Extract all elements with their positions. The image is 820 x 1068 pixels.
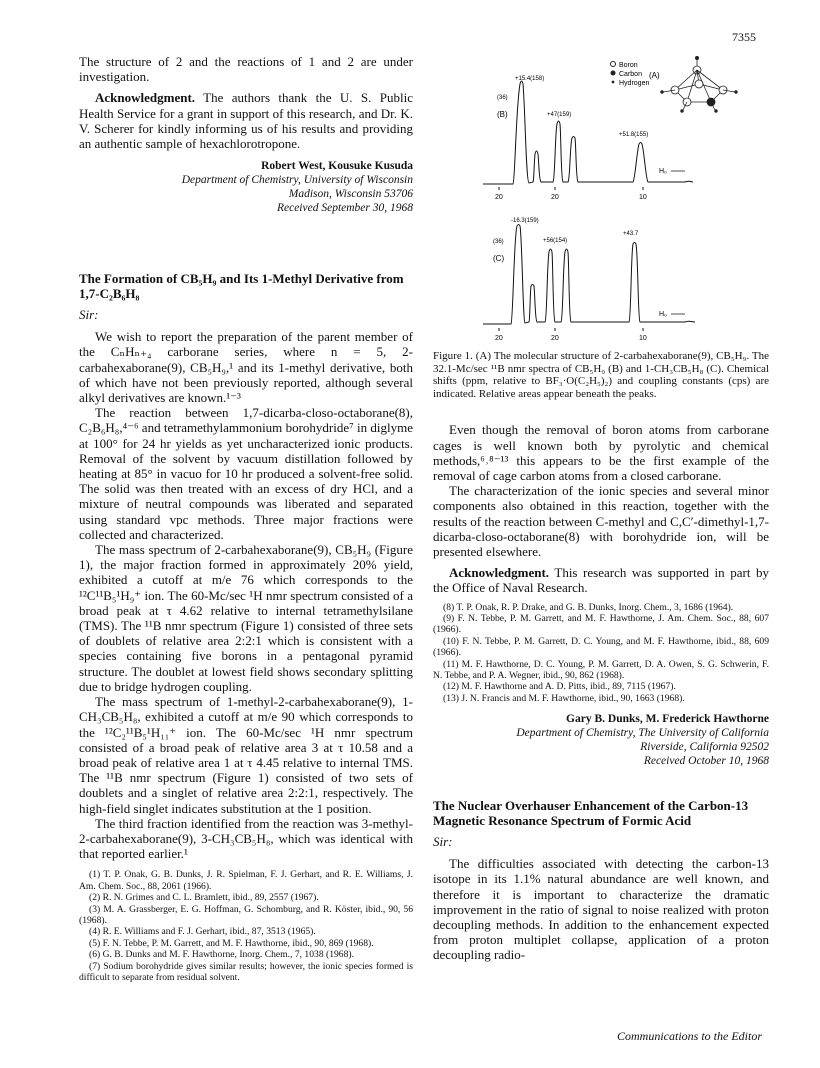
c-peak2-label: +56(154) <box>543 238 568 244</box>
label-a: (A) <box>649 71 660 80</box>
salutation: Sir: <box>433 834 453 850</box>
acknowledgment-paragraph <box>433 565 769 595</box>
affiliation-line1: Department of Chemistry, University of Wisconsin <box>181 174 413 187</box>
body-paragraph: The third fraction identified from the reaction was 3-methyl-2-carbahexaborane(9), 3-CH₃CB₅H₈, which was identical with that reported earlier.¹ <box>79 815 413 862</box>
b-peak1-label: +15.4(158) <box>515 76 545 82</box>
b-peak3-label: +51.8(155) <box>619 132 649 138</box>
body-paragraph: The mass spectrum of 2-carbahexaborane(9), CB₅H₉ (Figure 1), the major fraction formed in approximately 20% yield, exhibited a cutoff at m/e 76 which corresponds to the ¹²C¹¹B₅¹H₉⁺ ion. The 60-Mc/sec ¹H nmr spectrum consisted of a broad peak at τ 4.62 relative to internal tetramethylsilane (TMS). The ¹¹B nmr spectrum (Figure 1) consisted of three sets of doublets of relative area 2:2:1 which is consistent with a species containing five borons in a pentagonal pyramid structure. The doublet at lowest field shows secondary splitting due to bridge hydrogen coupling. <box>79 542 413 694</box>
reference: (10) F. N. Tebbe, P. M. Garrett, D. C. Young, and M. F. Hawthorne, ibid., 88, 609 (1966). <box>433 635 769 659</box>
article-title: The Nuclear Overhauser Enhancement of the Carbon-13 Magnetic Resonance Spectrum of Formic Acid <box>433 798 749 829</box>
reference: (4) R. E. Williams and F. J. Gerhart, ibid., 87, 3513 (1965). <box>89 926 316 938</box>
acknowledgment-paragraph <box>79 90 413 151</box>
label-c: (C) <box>493 254 505 263</box>
ack-label: Acknowledgment. <box>449 565 550 581</box>
c-tick: 10 <box>639 335 647 342</box>
page-number: 7355 <box>732 30 756 44</box>
reference: (9) F. N. Tebbe, P. M. Garrett, and M. F. Hawthorne, J. Am. Chem. Soc., 88, 607 (1966). <box>433 613 769 636</box>
reference: (2) R. N. Grimes and C. L. Bramlett, ibid., 89, 2557 (1967). <box>89 892 319 904</box>
b-peak2-label: +47(159) <box>547 112 572 118</box>
affiliation-line1: Department of Chemistry, The University of California <box>516 727 769 740</box>
authors: Gary B. Dunks, M. Frederick Hawthorne <box>566 713 769 726</box>
b-tick: 20 <box>495 194 503 201</box>
b-h0-label: H₀ <box>659 168 667 175</box>
c-h0-label: H₀ <box>659 311 667 318</box>
molecule-structure <box>661 56 738 112</box>
intro-paragraph: The structure of 2 and the reactions of 1 and 2 are under investigation. <box>79 54 413 85</box>
ack-label: Acknowledgment. <box>95 90 196 106</box>
spectrum-c-trace <box>483 225 695 325</box>
footer-section-label: Communications to the Editor <box>617 1029 762 1043</box>
c-peak3-label: +43.7 <box>623 231 639 237</box>
reference: (5) F. N. Tebbe, P. M. Garrett, and M. F. Hawthorne, ibid., 90, 869 (1968). <box>89 937 374 949</box>
legend-carbon: Carbon <box>619 71 642 78</box>
c-peak1-label: -16.3(159) <box>511 218 539 224</box>
c-area1-label: (36) <box>493 239 504 245</box>
body-paragraph: The difficulties associated with detecting the carbon-13 isotope in its 1.1% natural abundance are well known, and therefore it is important to characterize the dramatic improvement in the ratio of signal to noise realized with proton decoupling methods. In addition to the enhancement expected from proton multiplet collapse, application of a proton decoupling radio- <box>433 856 769 963</box>
c-tick: 20 <box>551 335 559 342</box>
legend-hydrogen: Hydrogen <box>619 80 650 87</box>
b-tick: 10 <box>639 194 647 201</box>
body-paragraph: Even though the removal of boron atoms from carborane cages is well known both by pyrolytic and chemical methods,⁶˒⁸⁻¹³ this appears to be the first example of the removal of cage carbon atoms from a closed carborane. <box>433 422 769 483</box>
b-tick: 20 <box>551 194 559 201</box>
reference: (3) M. A. Grassberger, E. G. Hoffman, G. Schomburg, and R. Köster, ibid., 90, 56 (1968). <box>79 903 413 926</box>
c-tick: 20 <box>495 335 503 342</box>
body-paragraph: We wish to report the preparation of the parent member of the CₙHₙ₊₄ carborane series, where n = 5, 2-carbahexaborane(9), CB₅H₉,¹ and its 1-methyl derivative, both of which have not been previously reported, although several alkyl derivatives are known.¹⁻³ <box>79 329 413 406</box>
reference: (6) G. B. Dunks and M. F. Hawthorne, Inorg. Chem., 7, 1038 (1968). <box>89 949 354 961</box>
right-column <box>433 54 769 963</box>
ack-text: The authors thank the U. S. Public Health Service for a grant in support of this research, and Dr. K. V. Scherer for kindly informing us of his results and providing an authentic sample of hexachlorotropone. <box>79 90 413 152</box>
figure-caption: Figure 1. (A) The molecular structure of 2-carbahexaborane(9), CB₅H₉. The 32.1-Mc/sec ¹¹B nmr spectra of CB₅H₉ (B) and 1-CH₃CB₅H₈ (C). Chemical shifts (ppm, relative to BF₃·O(C₂H₅)₂) and coupling constants (cps) are indicated. Relative areas appear beneath the peaks. <box>433 350 769 400</box>
affiliation-line2: Madison, Wisconsin 53706 <box>288 188 413 201</box>
hydrogen-legend-icon <box>612 81 615 84</box>
reference: (7) Sodium borohydride gives similar results; however, the ionic species formed is difficult to separate from residual solvent. <box>79 960 413 983</box>
reference: (13) J. N. Francis and M. F. Hawthorne, ibid., 90, 1663 (1968). <box>443 692 685 704</box>
label-b: (B) <box>497 110 508 119</box>
received-date: Received October 10, 1968 <box>643 755 769 768</box>
article-title: The Formation of CB₅H₉ and Its 1-Methyl Derivative from 1,7-C₂B₆H₈ <box>79 271 404 302</box>
reference: (1) T. P. Onak, G. B. Dunks, J. R. Spielman, F. J. Gerhart, and R. E. Williams, J. Am. Chem. Soc., 88, 2061 (1966). <box>79 869 413 892</box>
body-paragraph: The reaction between 1,7-dicarba-closo-octaborane(8), C₂B₆H₈,⁴⁻⁶ and tetramethylammonium borohydride⁷ in diglyme at 100° for 24 hr yields as yet uncharacterized ionic products. Removal of the solvent by vacuum distillation followed by heating at 85° in vacuo for 10 hr produced a solvent-free solid. The solid was then treated with an excess of dry HCl, and a mixture of neutral compounds was liberated and separated using standard vpc methods. Three major fractions were collected and characterized. <box>79 405 413 542</box>
salutation: Sir: <box>79 307 99 323</box>
reference: (12) M. F. Hawthorne and A. D. Pitts, ibid., 89, 7115 (1967). <box>443 681 676 693</box>
body-paragraph: The characterization of the ionic species and several minor components also obtained in this reaction, together with the results of the reaction between C-methyl and C,C′-dimethyl-1,7-dicarba-closo-octaborane(8) with borohydride ion, will be presented elsewhere. <box>433 483 769 559</box>
ack-text: This research was supported in part by the Office of Naval Research. <box>433 565 769 596</box>
reference: (11) M. F. Hawthorne, D. C. Young, P. M. Garrett, D. A. Owen, S. G. Schwerin, F. N. Tebbe, and P. A. Wegner, ibid., 90, 862 (1968). <box>433 658 769 682</box>
received-date: Received September 30, 1968 <box>276 202 413 215</box>
boron-legend-icon <box>611 62 616 67</box>
legend-boron: Boron <box>619 62 638 69</box>
figure-1 <box>433 54 769 346</box>
authors: Robert West, Kousuke Kusuda <box>261 160 413 173</box>
carbon-legend-icon <box>611 71 616 76</box>
references-list <box>79 869 413 983</box>
left-column <box>79 54 413 983</box>
affiliation-line2: Riverside, California 92502 <box>640 741 769 754</box>
b-area1-label: (36) <box>497 95 508 101</box>
reference: (8) T. P. Onak, R. P. Drake, and G. B. Dunks, Inorg. Chem., 3, 1686 (1964). <box>443 601 734 613</box>
references-list <box>433 602 769 705</box>
body-paragraph: The mass spectrum of 1-methyl-2-carbahexaborane(9), 1-CH₃CB₅H₈, exhibited a cutoff at m/e 90 which corresponds to the ¹²C₂¹¹B₅¹H₁₁⁺ ion. The 60-Mc/sec ¹H nmr spectrum consisted of a broad peak of relative area 3 at τ 10.58 and a broad peak of relative area 1 at τ 4.45 relative to internal TMS. The ¹¹B nmr spectrum (Figure 1) consisted of two sets of doublets and a singlet of relative area 2:2:1, respectively. The high-field singlet indicates substitution at the 1 position. <box>79 694 413 816</box>
